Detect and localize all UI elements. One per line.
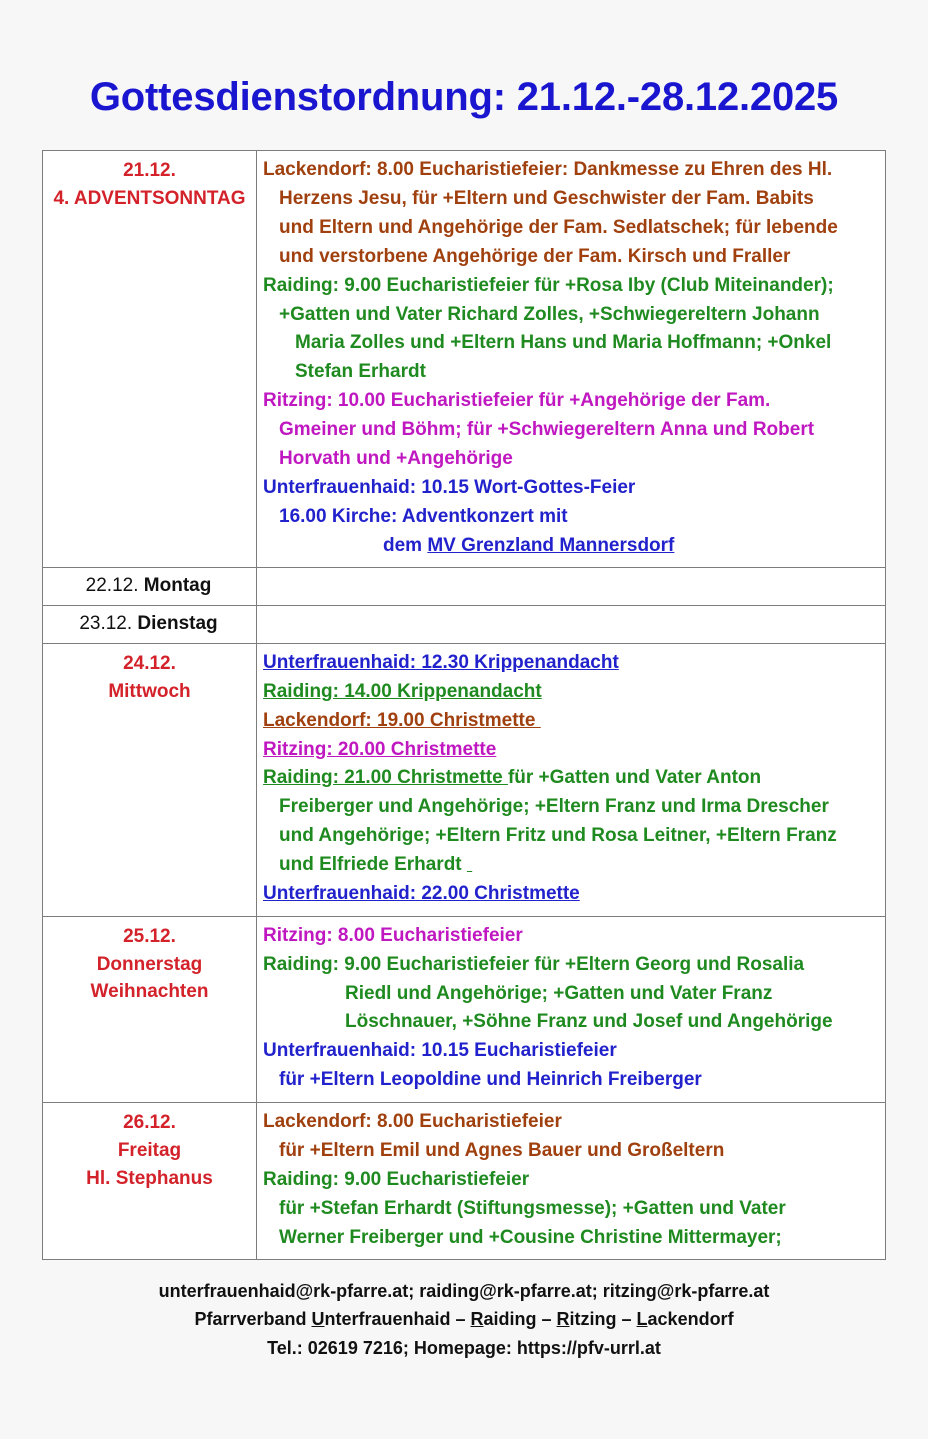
service-text: und Elfriede Erhardt	[279, 854, 467, 876]
service-line	[263, 1137, 877, 1166]
service-line	[263, 358, 877, 387]
date-cell	[43, 151, 256, 220]
service-line	[263, 1066, 877, 1095]
service-text: Lackendorf: 19.00 Christmette	[263, 709, 541, 731]
services-column-cell	[257, 568, 886, 606]
service-line	[263, 980, 877, 1009]
services-cell	[257, 917, 885, 1102]
services-column-cell	[257, 606, 886, 644]
date-line: 22.12. Montag	[85, 575, 212, 597]
service-link-text[interactable]: MV Grenzland Mannersdorf	[427, 534, 675, 556]
services-column-cell	[257, 916, 886, 1102]
service-text: Lackendorf: 8.00 Eucharistiefeier: Dankmesse zu Ehren des Hl.	[263, 159, 833, 181]
date-cell	[43, 1103, 256, 1200]
service-text: +Gatten und Vater Richard Zolles, +Schwiegereltern Johann	[279, 303, 820, 325]
services-column-cell	[257, 643, 886, 916]
service-text: Raiding: 14.00 Krippenandacht	[263, 680, 542, 702]
date-line: 21.12.	[123, 160, 176, 182]
footer-parish-name	[43, 1305, 886, 1333]
service-text: für +Eltern Emil und Agnes Bauer und Großeltern	[279, 1139, 725, 1161]
service-text: Raiding: 21.00 Christmette	[263, 767, 508, 789]
service-line	[263, 416, 877, 445]
services-cell	[257, 568, 885, 580]
service-line	[263, 880, 877, 909]
service-line	[263, 649, 877, 678]
parish-initial: U	[311, 1309, 325, 1330]
date-column-cell	[43, 643, 257, 916]
service-line	[263, 1037, 877, 1066]
service-text: Werner Freiberger und +Cousine Christine Mittermayer;	[279, 1226, 782, 1248]
service-text: 16.00 Kirche: Adventkonzert mit	[279, 505, 568, 527]
services-cell	[257, 1103, 885, 1259]
parish-initial: L	[636, 1309, 648, 1330]
parish-text: nterfrauenhaid –	[324, 1309, 471, 1330]
footer-emails: unterfrauenhaid@rk-pfarre.at; raiding@rk-pfarre.at; ritzing@rk-pfarre.at	[158, 1281, 770, 1302]
service-intention-text: für +Gatten und Vater Anton	[507, 767, 762, 789]
table-row	[43, 606, 886, 644]
date-line: Weihnachten	[90, 981, 209, 1003]
service-text: Raiding: 9.00 Eucharistiefeier für +Eltern Georg und Rosalia	[263, 953, 805, 975]
date-line: Mittwoch	[108, 680, 191, 702]
date-column-cell	[43, 151, 257, 568]
service-line	[263, 922, 877, 951]
service-text: Freiberger und Angehörige; +Eltern Franz und Irma Drescher	[279, 796, 829, 818]
service-schedule-table	[42, 150, 886, 1260]
service-text: Unterfrauenhaid: 10.15 Eucharistiefeier	[263, 1040, 617, 1062]
parish-initial: R	[470, 1309, 484, 1330]
date-line: 23.12. Dienstag	[79, 613, 218, 635]
date-line: 26.12.	[123, 1112, 176, 1134]
table-row	[43, 643, 886, 916]
page-title: Gottesdienstordnung: 21.12.-28.12.2025	[89, 75, 839, 119]
service-line	[263, 1008, 877, 1037]
date-cell	[43, 568, 256, 605]
service-text: und verstorbene Angehörige der Fam. Kirsch und Fraller	[279, 245, 791, 267]
service-text: und Angehörige; +Eltern Fritz und Rosa Leitner, +Eltern Franz	[279, 825, 837, 847]
service-text: Herzens Jesu, für +Eltern und Geschwister der Fam. Babits	[279, 188, 814, 210]
parish-text: aiding –	[483, 1309, 557, 1330]
service-line	[263, 474, 877, 503]
service-text: Ritzing: 20.00 Christmette	[263, 738, 497, 760]
service-line	[263, 678, 877, 707]
parish-text: Pfarrverband	[194, 1309, 312, 1330]
date-line: 25.12.	[123, 925, 176, 947]
date-column-cell	[43, 916, 257, 1102]
date-column-cell	[43, 1103, 257, 1260]
service-line	[263, 1195, 877, 1224]
service-line	[263, 532, 877, 561]
service-line	[263, 951, 877, 980]
service-text: Lackendorf: 8.00 Eucharistiefeier	[263, 1111, 562, 1133]
service-line	[263, 387, 877, 416]
service-text: Ritzing: 8.00 Eucharistiefeier	[263, 924, 523, 946]
services-cell	[257, 151, 885, 567]
weekday-label: Dienstag	[137, 613, 218, 635]
service-line	[263, 214, 877, 243]
service-line	[263, 1224, 877, 1253]
parish-text: itzing –	[569, 1309, 637, 1330]
service-line	[263, 301, 877, 330]
service-line	[263, 272, 877, 301]
table-row	[43, 1103, 886, 1260]
table-row	[43, 568, 886, 606]
footer-phone-homepage: Tel.: 02619 7216; Homepage: https://pfv-urrl.at	[267, 1337, 661, 1358]
schedule-body	[43, 151, 886, 1260]
parish-text: ackendorf	[647, 1309, 734, 1330]
table-row	[43, 151, 886, 568]
contact-footer	[43, 1277, 886, 1361]
service-text: Horvath und +Angehörige	[279, 447, 513, 469]
date-line: 24.12.	[123, 652, 176, 674]
service-text: Raiding: 9.00 Eucharistiefeier für +Rosa Iby (Club Miteinander);	[263, 274, 834, 296]
service-text: und Eltern und Angehörige der Fam. Sedlatschek; für lebende	[279, 216, 838, 238]
service-line	[263, 764, 877, 793]
service-text: Unterfrauenhaid: 12.30 Krippenandacht	[263, 651, 619, 673]
service-line	[263, 243, 877, 272]
service-line	[263, 503, 877, 532]
service-line	[263, 445, 877, 474]
service-text: für +Stefan Erhardt (Stiftungsmesse); +Gatten und Vater	[279, 1197, 786, 1219]
parish-initial: R	[556, 1309, 570, 1330]
date-column-cell	[43, 568, 257, 606]
weekday-label: Montag	[143, 575, 212, 597]
service-line	[263, 793, 877, 822]
service-line	[263, 185, 877, 214]
date-line: Hl. Stephanus	[86, 1167, 213, 1189]
service-line	[263, 736, 877, 765]
date-line: 4. ADVENTSONNTAG	[53, 187, 246, 209]
service-line	[263, 156, 877, 185]
service-text: Gmeiner und Böhm; für +Schwiegereltern Anna und Robert	[279, 419, 815, 441]
service-line	[263, 329, 877, 358]
service-line	[263, 1108, 877, 1137]
service-line	[263, 707, 877, 736]
services-cell	[257, 606, 885, 618]
service-text: Ritzing: 10.00 Eucharistiefeier für +Angehörige der Fam.	[263, 390, 771, 412]
date-line: Freitag	[117, 1139, 182, 1161]
services-cell	[257, 644, 885, 916]
service-text: Unterfrauenhaid: 10.15 Wort-Gottes-Feier	[263, 476, 636, 498]
service-text: Riedl und Angehörige; +Gatten und Vater Franz	[345, 982, 773, 1004]
service-text: Unterfrauenhaid: 22.00 Christmette	[263, 882, 580, 904]
services-column-cell	[257, 1103, 886, 1260]
date-column-cell	[43, 606, 257, 644]
service-text: Stefan Erhardt	[295, 361, 426, 383]
date-cell	[43, 644, 256, 713]
service-line	[263, 822, 877, 851]
service-text: Raiding: 9.00 Eucharistiefeier	[263, 1168, 530, 1190]
service-text: Maria Zolles und +Eltern Hans und Maria Hoffmann; +Onkel	[295, 332, 832, 354]
trailing-underline-mark	[467, 851, 475, 880]
service-text: für +Eltern Leopoldine und Heinrich Freiberger	[279, 1069, 702, 1091]
date-cell	[43, 606, 256, 643]
service-line	[263, 1166, 877, 1195]
date-line: Donnerstag	[96, 953, 203, 975]
service-text: Löschnauer, +Söhne Franz und Josef und Angehörige	[345, 1011, 833, 1033]
service-text: dem	[383, 534, 428, 556]
table-row	[43, 916, 886, 1102]
date-cell	[43, 917, 256, 1014]
service-line	[263, 851, 877, 880]
services-column-cell	[257, 151, 886, 568]
